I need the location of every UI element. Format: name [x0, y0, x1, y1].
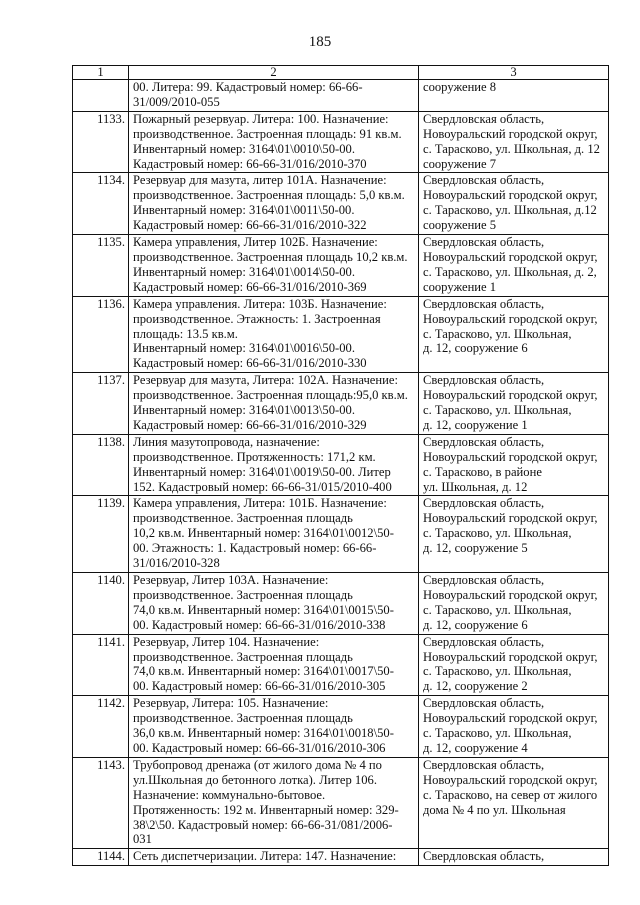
- property-address: [419, 80, 609, 112]
- property-description: [129, 80, 419, 112]
- property-address: [419, 373, 609, 435]
- description-line: 31/009/2010-055: [133, 94, 220, 109]
- address-line: с. Тарасково, на север от жилого: [423, 787, 598, 802]
- address-line: Свердловская область,: [423, 111, 545, 126]
- item-number: [73, 80, 129, 112]
- property-description: [129, 296, 419, 373]
- description-line: площадь: 13.5 кв.м.: [133, 326, 238, 341]
- property-description: [129, 173, 419, 235]
- description-line: производственное. Застроенная площадь 10,2 кв.м.: [133, 249, 408, 264]
- description-line: Инвентарный номер: 3164\01\0010\50-00.: [133, 141, 355, 156]
- description-line: 74,0 кв.м. Инвентарный номер: 3164\01\0017\50-: [133, 664, 394, 679]
- item-number: 1139.: [73, 496, 129, 573]
- description-line: Инвентарный номер: 3164\01\0014\50-00.: [133, 264, 355, 279]
- description-line: Резервуар для мазута, Литера: 102А. Назначение:: [133, 373, 398, 388]
- description-line: 36,0 кв.м. Инвентарный номер: 3164\01\0018\50-: [133, 726, 394, 741]
- table-row: [73, 111, 609, 173]
- description-line: Кадастровый номер: 66-66-31/016/2010-329: [133, 417, 367, 432]
- property-description: [129, 849, 419, 866]
- table-row: [73, 173, 609, 235]
- address-line: Свердловская область,: [423, 696, 545, 711]
- address-line: с. Тарасково, ул. Школьная,: [423, 602, 572, 617]
- property-description: [129, 696, 419, 758]
- address-line: с. Тарасково, в районе: [423, 464, 542, 479]
- property-description: [129, 434, 419, 496]
- item-number: 1136.: [73, 296, 129, 373]
- table-row: [73, 235, 609, 297]
- description-line: Резервуар, Литер 104. Назначение:: [133, 634, 320, 649]
- item-number: 1143.: [73, 757, 129, 848]
- page-number: 185: [308, 34, 332, 50]
- address-line: Новоуральский городской округ,: [423, 449, 598, 464]
- property-description: [129, 757, 419, 848]
- address-line: с. Тарасково, ул. Школьная, д. 12: [423, 141, 600, 156]
- description-line: производственное. Застроенная площадь:95,0 кв.м.: [133, 388, 408, 403]
- description-line: Трубопровод дренажа (от жилого дома № 4 по: [133, 757, 382, 772]
- description-line: производственное. Застроенная площадь: [133, 511, 353, 526]
- address-line: Новоуральский городской округ,: [423, 311, 598, 326]
- description-line: 00. Кадастровый номер: 66-66-31/016/2010-306: [133, 740, 386, 755]
- property-description: [129, 634, 419, 696]
- description-line: производственное. Протяженность: 171,2 км.: [133, 449, 376, 464]
- table-row: [73, 573, 609, 635]
- description-line: Пожарный резервуар. Литера: 100. Назначение:: [133, 111, 389, 126]
- address-line: дома № 4 по ул. Школьная: [423, 802, 566, 817]
- address-line: д. 12, сооружение 1: [423, 417, 528, 432]
- table-row: [73, 696, 609, 758]
- address-line: сооружение 5: [423, 218, 497, 233]
- item-number: 1142.: [73, 696, 129, 758]
- table-row: [73, 373, 609, 435]
- item-number: 1133.: [73, 111, 129, 173]
- property-description: [129, 496, 419, 573]
- address-line: д. 12, сооружение 4: [423, 740, 528, 755]
- property-address: [419, 111, 609, 173]
- address-line: с. Тарасково, ул. Школьная, д.12: [423, 203, 597, 218]
- description-line: Линия мазутопровода, назначение:: [133, 434, 320, 449]
- description-line: 152. Кадастровый номер: 66-66-31/015/2010-400: [133, 479, 392, 494]
- property-address: [419, 573, 609, 635]
- description-line: 10,2 кв.м. Инвентарный номер: 3164\01\0012\50-: [133, 526, 394, 541]
- address-line: Свердловская область,: [423, 634, 545, 649]
- address-line: с. Тарасково, ул. Школьная,: [423, 526, 572, 541]
- table-row: [73, 496, 609, 573]
- table-row: [73, 849, 609, 866]
- description-line: производственное. Застроенная площадь: 91 кв.м.: [133, 126, 402, 141]
- description-line: Камера управления, Литер 102Б. Назначение:: [133, 235, 378, 250]
- description-line: 31/016/2010-328: [133, 556, 220, 571]
- address-line: сооружение 7: [423, 156, 497, 171]
- address-line: Свердловская область,: [423, 849, 545, 864]
- column-header-description: 2: [129, 66, 419, 80]
- address-line: Свердловская область,: [423, 235, 545, 250]
- property-address: [419, 634, 609, 696]
- address-line: Новоуральский городской округ,: [423, 511, 598, 526]
- description-line: Протяженность: 192 м. Инвентарный номер: 329-: [133, 802, 399, 817]
- description-line: 00. Литера: 99. Кадастровый номер: 66-66-: [133, 80, 363, 94]
- description-line: Инвентарный номер: 3164\01\0013\50-00.: [133, 403, 355, 418]
- description-line: производственное. Застроенная площадь: [133, 711, 353, 726]
- description-line: Резервуар, Литера: 105. Назначение:: [133, 696, 329, 711]
- item-number: 1140.: [73, 573, 129, 635]
- description-line: Инвентарный номер: 3164\01\0019\50-00. Литер: [133, 464, 391, 479]
- address-line: Свердловская область,: [423, 173, 545, 188]
- address-line: с. Тарасково, ул. Школьная, д. 2,: [423, 264, 597, 279]
- description-line: Резервуар, Литер 103А. Назначение:: [133, 573, 329, 587]
- address-line: ул. Школьная, д. 12: [423, 479, 528, 494]
- address-line: сооружение 1: [423, 279, 497, 294]
- description-line: ул.Школьная до бетонного лотка). Литер 106.: [133, 772, 377, 787]
- item-number: 1135.: [73, 235, 129, 297]
- description-line: Кадастровый номер: 66-66-31/016/2010-330: [133, 356, 367, 371]
- description-line: производственное. Этажность: 1. Застроенная: [133, 311, 381, 326]
- address-line: Новоуральский городской округ,: [423, 388, 598, 403]
- address-line: Новоуральский городской округ,: [423, 649, 598, 664]
- address-line: Свердловская область,: [423, 573, 545, 587]
- address-line: Свердловская область,: [423, 757, 545, 772]
- address-line: Новоуральский городской округ,: [423, 587, 598, 602]
- description-line: производственное. Застроенная площадь: [133, 587, 353, 602]
- address-line: д. 12, сооружение 6: [423, 341, 528, 356]
- address-line: с. Тарасково, ул. Школьная,: [423, 326, 572, 341]
- property-description: [129, 573, 419, 635]
- address-line: д. 12, сооружение 2: [423, 679, 528, 694]
- table-row: [73, 757, 609, 848]
- item-number: 1138.: [73, 434, 129, 496]
- item-number: 1134.: [73, 173, 129, 235]
- address-line: Свердловская область,: [423, 373, 545, 388]
- address-line: Новоуральский городской округ,: [423, 772, 598, 787]
- item-number: 1144.: [73, 849, 129, 866]
- description-line: Назначение: коммунально-бытовое.: [133, 787, 326, 802]
- description-line: 00. Кадастровый номер: 66-66-31/016/2010-305: [133, 679, 386, 694]
- address-line: с. Тарасково, ул. Школьная,: [423, 726, 572, 741]
- description-line: Кадастровый номер: 66-66-31/016/2010-369: [133, 279, 367, 294]
- address-line: д. 12, сооружение 5: [423, 541, 528, 556]
- address-line: с. Тарасково, ул. Школьная,: [423, 403, 572, 418]
- property-address: [419, 296, 609, 373]
- description-line: Камера управления, Литера: 101Б. Назначение:: [133, 496, 387, 511]
- description-line: 00. Этажность: 1. Кадастровый номер: 66-66-: [133, 541, 377, 556]
- property-address: [419, 496, 609, 573]
- address-line: Новоуральский городской округ,: [423, 249, 598, 264]
- property-address: [419, 757, 609, 848]
- table-row: [73, 80, 609, 112]
- address-line: Новоуральский городской округ,: [423, 188, 598, 203]
- item-number: 1141.: [73, 634, 129, 696]
- description-line: Инвентарный номер: 3164\01\0011\50-00.: [133, 203, 355, 218]
- property-address: [419, 849, 609, 866]
- property-description: [129, 111, 419, 173]
- table-header-row: [73, 66, 609, 80]
- description-line: Сеть диспетчеризации. Литера: 147. Назначение:: [133, 849, 397, 864]
- address-line: Свердловская область,: [423, 434, 545, 449]
- description-line: 74,0 кв.м. Инвентарный номер: 3164\01\0015\50-: [133, 602, 394, 617]
- description-line: 38\2\50. Кадастровый номер: 66-66-31/081/2006-: [133, 817, 393, 832]
- address-line: Свердловская область,: [423, 496, 545, 511]
- item-number: 1137.: [73, 373, 129, 435]
- property-description: [129, 373, 419, 435]
- address-line: Новоуральский городской округ,: [423, 126, 598, 141]
- address-line: сооружение 8: [423, 80, 497, 94]
- description-line: Кадастровый номер: 66-66-31/016/2010-370: [133, 156, 367, 171]
- description-line: производственное. Застроенная площадь: [133, 649, 353, 664]
- column-header-number: 1: [73, 66, 129, 80]
- column-header-address: 3: [419, 66, 609, 80]
- description-line: Резервуар для мазута, литер 101А. Назначение:: [133, 173, 387, 188]
- address-line: с. Тарасково, ул. Школьная,: [423, 664, 572, 679]
- description-line: Кадастровый номер: 66-66-31/016/2010-322: [133, 218, 367, 233]
- description-line: Камера управления. Литера: 103Б. Назначение:: [133, 296, 387, 311]
- table-row: [73, 434, 609, 496]
- property-address: [419, 173, 609, 235]
- table-row: [73, 296, 609, 373]
- address-line: Свердловская область,: [423, 296, 545, 311]
- property-description: [129, 235, 419, 297]
- property-address: [419, 434, 609, 496]
- address-line: д. 12, сооружение 6: [423, 617, 528, 632]
- description-line: производственное. Застроенная площадь: 5,0 кв.м.: [133, 188, 405, 203]
- property-address: [419, 235, 609, 297]
- description-line: 031: [133, 832, 152, 847]
- description-line: Инвентарный номер: 3164\01\0016\50-00.: [133, 341, 355, 356]
- address-line: Новоуральский городской округ,: [423, 711, 598, 726]
- property-registry-table: [72, 65, 609, 866]
- table-row: [73, 634, 609, 696]
- description-line: 00. Кадастровый номер: 66-66-31/016/2010-338: [133, 617, 386, 632]
- property-address: [419, 696, 609, 758]
